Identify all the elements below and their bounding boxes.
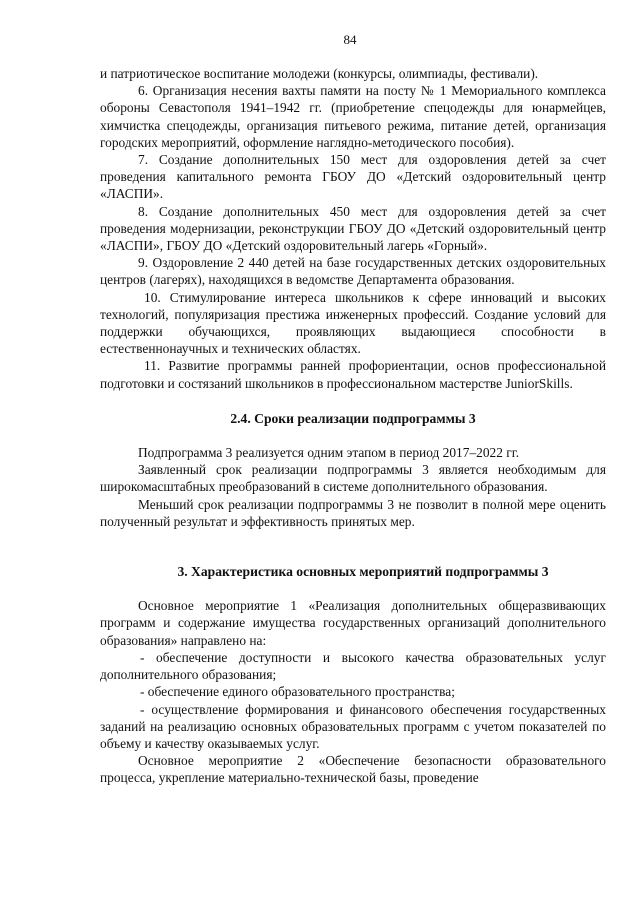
page-number: 84 bbox=[343, 32, 357, 47]
section-3-body bbox=[100, 597, 606, 786]
list-item: - обеспечение единого образовательного пространства; bbox=[140, 684, 455, 700]
paragraph: Основное мероприятие 2 «Обеспечение безопасности образовательного процесса, укрепление материально-технической базы, проведение bbox=[100, 753, 606, 786]
section-2-4-heading: 2.4. Сроки реализации подпрограммы 3 bbox=[230, 410, 476, 426]
paragraph-item-6: 6. Организация несения вахты памяти на посту № 1 Мемориального комплекса обороны Севастополя 1941–1942 гг. (приобретение спецодежды для юнармейцев, химчистка спецодежды, организация питьевого режима, питание детей, организация городских мероприятий, оформление наглядно-методического пособия). bbox=[100, 83, 606, 150]
top-paragraphs bbox=[100, 65, 606, 392]
list-item: - обеспечение доступности и высокого качества образовательных услуг дополнительного образования; bbox=[100, 649, 606, 683]
paragraph: Подпрограмма 3 реализуется одним этапом в период 2017–2022 гг. bbox=[138, 445, 520, 461]
section-3-heading: 3. Характеристика основных мероприятий подпрограммы 3 bbox=[177, 564, 549, 580]
paragraph: и патриотическое воспитание молодежи (конкурсы, олимпиады, фестивали). bbox=[100, 66, 539, 81]
paragraph: Меньший срок реализации подпрограммы 3 не позволит в полной мере оценить полученный результат и эффективность принятых мер. bbox=[100, 496, 606, 529]
list-item: - осуществление формирования и финансового обеспечения государственных заданий на реализацию основных образовательных программ с учетом показателей по объему и качеству оказываемых услуг. bbox=[100, 701, 606, 751]
paragraph-item-8: 8. Создание дополнительных 450 мест для оздоровления детей за счет проведения модернизации, реконструкции ГБОУ ДО «Детский оздоровительный центр «ЛАСПИ», ГБОУ ДО «Детский оздоровительный лагерь «Горный». bbox=[100, 203, 606, 254]
paragraph-item-11: 11. Развитие программы ранней профориентации, основ профессиональной подготовки и состязаний школьников в профессиональном мастерстве JuniorSkills. bbox=[100, 358, 606, 391]
paragraph-item-10: 10. Стимулирование интереса школьников к сфере инноваций и высоких технологий, популяризация престижа инженерных профессий. Создание условий для поддержки обучающихся, проявляющих выдающиеся способности в естественнонаучных и технических областях. bbox=[100, 289, 606, 357]
paragraph-item-9: 9. Оздоровление 2 440 детей на базе государственных детских оздоровительных центров (лагерях), находящихся в ведомстве Департамента образования. bbox=[100, 255, 606, 288]
paragraph-item-7: 7. Создание дополнительных 150 мест для оздоровления детей за счет проведения капитального ремонта ГБОУ ДО «Детский оздоровительный центр «ЛАСПИ». bbox=[100, 152, 606, 202]
paragraph: Заявленный срок реализации подпрограммы 3 является необходимым для широкомасштабных преобразований в системе дополнительного образования. bbox=[100, 462, 606, 495]
section-2-4-body bbox=[100, 444, 606, 530]
paragraph-intro: Основное мероприятие 1 «Реализация дополнительных общеразвивающих программ и содержание имущества государственных организаций дополнительного образования» направлено на: bbox=[100, 598, 606, 648]
